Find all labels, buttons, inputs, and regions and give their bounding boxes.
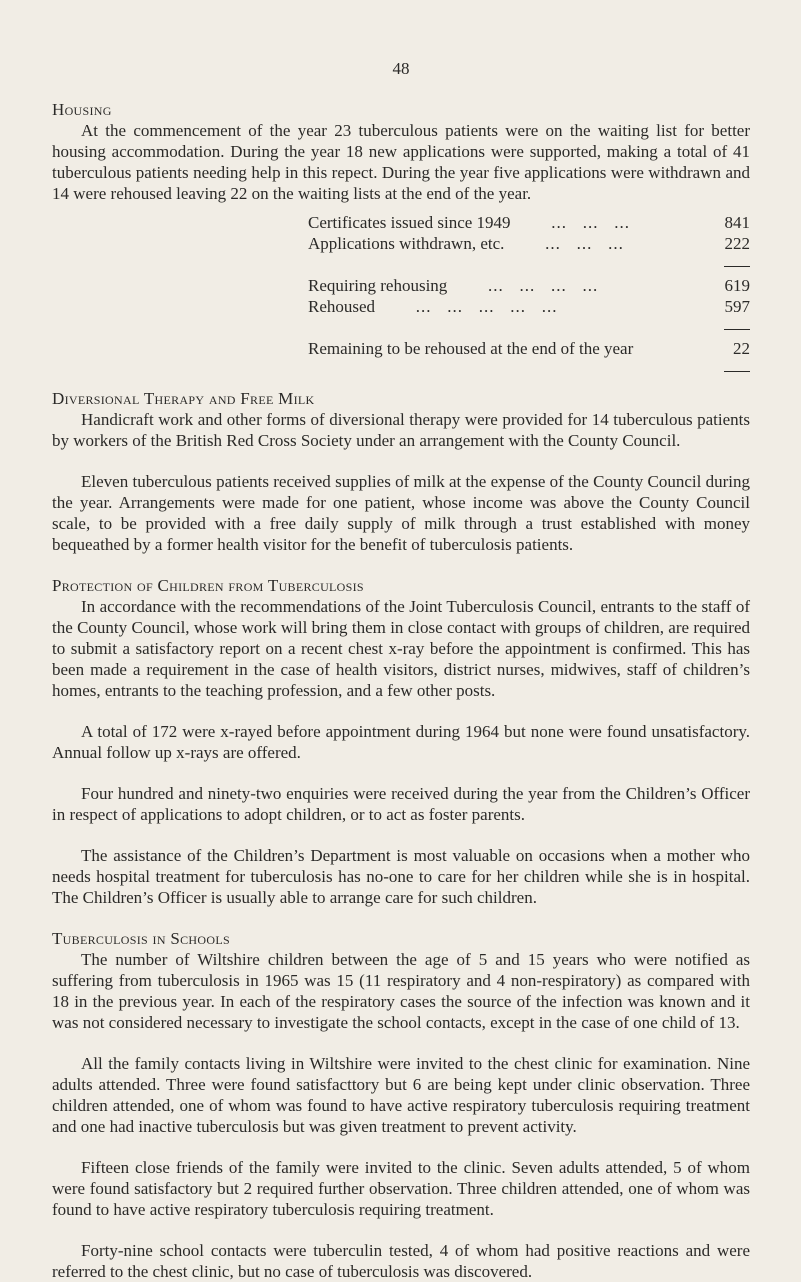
section-housing (52, 99, 750, 380)
paragraph: The assistance of the Children’s Department is most valuable on occasions when a mother who needs hospital treatment for tuberculosis has no-one to care for her children while she is in hospital. The Children’s Officer is usually able to arrange care for such children. (52, 846, 750, 907)
housing-table (308, 212, 750, 380)
table-row (308, 212, 750, 233)
table-row (308, 233, 750, 254)
section-heading: Housing (52, 100, 112, 119)
row-value: 841 (724, 213, 750, 232)
paragraph: All the family contacts living in Wiltshire were invited to the chest clinic for examination. Nine adults attended. Three were found satisfacttory but 6 are being kept under clinic observation. Three children attended, one of whom was found to have active respiratory tuberculosis requiring treatment and one had inactive tuberculosis but was given treatment to prevent activity. (52, 1054, 750, 1136)
paragraph: The number of Wiltshire children between the age of 5 and 15 years who were notified as suffering from tuberculosis in 1965 was 15 (11 respiratory and 4 non-respiratory) as compared with 18 in the previous year. In each of the respiratory cases the source of the infection was known and it was not considered necessary to investigate the school contacts, except in the case of one child of 13. (52, 950, 750, 1032)
document-page (52, 58, 750, 1282)
table-row (308, 296, 750, 317)
row-label: Remaining to be rehoused at the end of the year (308, 339, 634, 358)
row-label: Requiring rehousing (308, 276, 448, 295)
table-rule (308, 317, 750, 338)
paragraph: In accordance with the recommendations of the Joint Tuberculosis Council, entrants to the staff of the County Council, whose work will bring them in close contact with groups of children, are required to submit a satisfactory report on a recent chest x-ray before the appointment is confirmed. This has been made a requirement in the case of health visitors, district nurses, midwives, staff of children’s homes, entrants to the teaching profession, and a few other posts. (52, 597, 750, 700)
section-protection-of-children (52, 575, 750, 908)
table-rule (308, 359, 750, 380)
paragraph: Handicraft work and other forms of diversional therapy were provided for 14 tuberculous patients by workers of the British Red Cross Society under an arrangement with the County Council. (52, 410, 750, 450)
row-value: 222 (724, 234, 750, 253)
paragraph: Four hundred and ninety-two enquiries were received during the year from the Children’s Officer in respect of applications to adopt children, or to act as foster parents. (52, 784, 750, 824)
section-heading: Protection of Children from Tuberculosis (52, 576, 364, 595)
row-value: 597 (724, 297, 750, 316)
paragraph: Forty-nine school contacts were tuberculin tested, 4 of whom had positive reactions and were referred to the chest clinic, but no case of tuberculosis was discovered. (52, 1241, 750, 1281)
table-row (308, 338, 750, 359)
section-diversional-therapy (52, 388, 750, 555)
row-label: Applications withdrawn, etc. (308, 234, 505, 253)
section-tuberculosis-in-schools (52, 928, 750, 1282)
leader-dots: ... ... ... ... ... (415, 297, 558, 316)
row-value: 22 (733, 339, 750, 358)
paragraph: At the commencement of the year 23 tuberculous patients were on the waiting list for better housing accommodation. During the year 18 new applications were supported, making a total of 41 tuberculous patients needing help in this repect. During the year five applications were withdrawn and 14 were rehoused leaving 22 on the waiting lists at the end of the year. (52, 121, 750, 203)
page-number: 48 (392, 59, 410, 78)
section-heading: Diversional Therapy and Free Milk (52, 389, 315, 408)
table-row (308, 275, 750, 296)
paragraph: A total of 172 were x-rayed before appointment during 1964 but none were found unsatisfactory. Annual follow up x-rays are offered. (52, 722, 750, 762)
table-rule (308, 254, 750, 275)
paragraph: Eleven tuberculous patients received supplies of milk at the expense of the County Council during the year. Arrangements were made for one patient, whose income was above the County Council scale, to be provided with a free daily supply of milk through a trust established with money bequeathed by a former health visitor for the benefit of tuberculosis patients. (52, 472, 750, 554)
row-value: 619 (724, 276, 750, 295)
leader-dots: ... ... ... ... (488, 276, 599, 295)
paragraph: Fifteen close friends of the family were invited to the clinic. Seven adults attended, 5 of whom were found satisfactory but 2 required further observation. Three children attended, one of whom was found to have active respiratory tuberculosis requiring treatment. (52, 1158, 750, 1219)
leader-dots: ... ... ... (551, 213, 631, 232)
row-label: Rehoused (308, 297, 376, 316)
row-label: Certificates issued since 1949 (308, 213, 511, 232)
leader-dots: ... ... ... (545, 234, 624, 253)
section-heading: Tuberculosis in Schools (52, 929, 230, 948)
